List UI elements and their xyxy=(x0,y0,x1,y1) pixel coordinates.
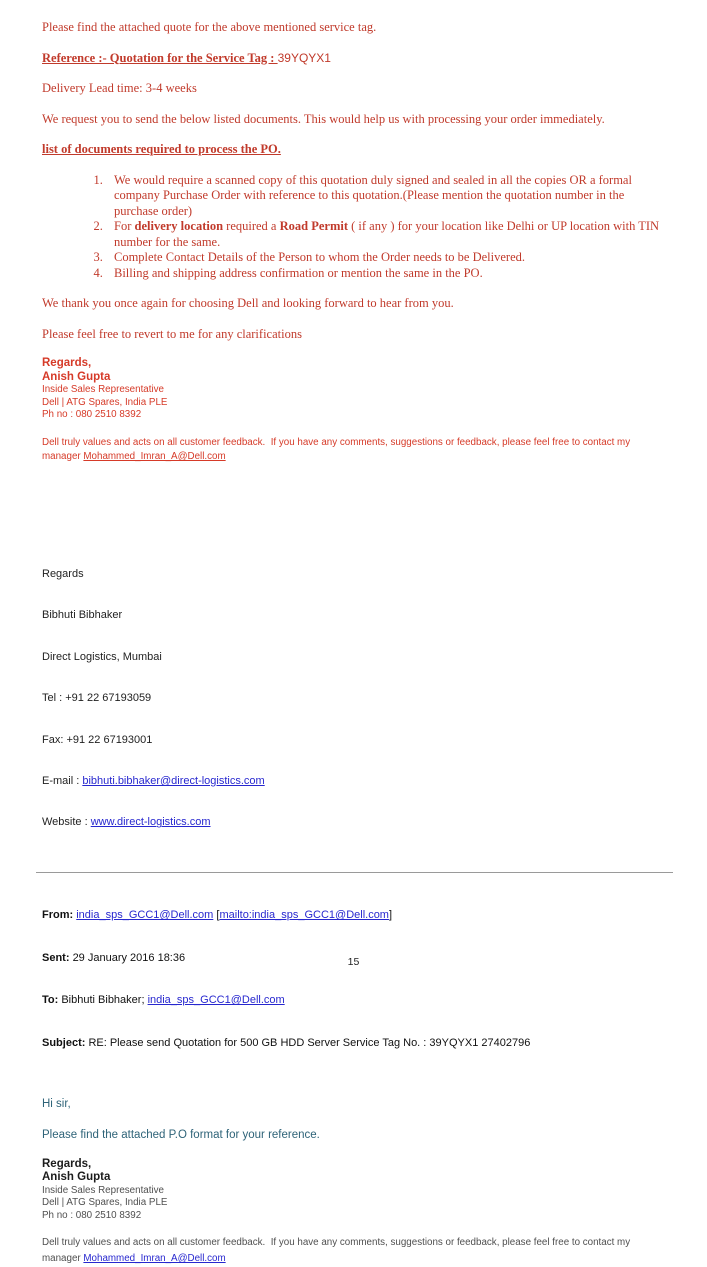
feedback-disclaimer-gray xyxy=(42,1235,667,1267)
from-address-link[interactable]: india_sps_GCC1@Dell.com xyxy=(76,909,214,922)
website-label: Website : xyxy=(42,816,91,829)
subject-label: Subject: xyxy=(42,1037,89,1050)
signature-org: Dell | ATG Spares, India PLE xyxy=(42,1197,168,1209)
feedback-disclaimer-red xyxy=(42,436,667,465)
sent-value: 29 January 2016 18:36 xyxy=(72,951,186,964)
manager-email-link[interactable]: Mohammed_Imran_A@Dell.com xyxy=(83,451,226,462)
list-item xyxy=(106,250,667,266)
list-item xyxy=(106,219,667,250)
from-line xyxy=(42,908,667,922)
from-label: From: xyxy=(42,909,77,922)
documents-list-heading xyxy=(42,142,667,158)
dell-signature-red xyxy=(42,357,667,422)
section-divider xyxy=(36,872,673,873)
list-item-text: We would require a scanned copy of this quotation duly signed and sealed in all the copies OR a formal company Purchase Order with reference to this quotation.(Please mention the quotation number in the purchase order) xyxy=(114,172,632,218)
feedback-text: Dell truly values and acts on all customer feedback. If you have any comments, suggestions or feedback, please feel free to contact my manager xyxy=(42,1237,633,1265)
signature-name: Anish Gupta xyxy=(42,370,111,383)
reference-value: 39YQYX1 xyxy=(277,50,331,65)
thanks-paragraph: We thank you once again for choosing Dell and looking forward to hear from you. xyxy=(42,296,454,310)
reference-label: Reference :- Quotation for the Service Tag : xyxy=(42,50,278,65)
list-item-text: For xyxy=(114,219,135,233)
reference-heading xyxy=(42,51,667,67)
signature-title: Inside Sales Representative xyxy=(42,1184,164,1196)
to-label: To: xyxy=(42,994,62,1007)
documents-list-heading-text: list of documents required to process the PO. xyxy=(42,142,281,156)
clarifications-paragraph: Please feel free to revert to me for any clarifications xyxy=(42,326,302,341)
logistics-email-link[interactable]: bibhuti.bibhaker@direct-logistics.com xyxy=(82,775,265,788)
logistics-company: Direct Logistics, Mumbai xyxy=(42,650,162,663)
quote-message-section xyxy=(42,20,667,342)
from-close-bracket: ] xyxy=(388,909,393,922)
from-mailto-link[interactable]: mailto:india_sps_GCC1@Dell.com xyxy=(219,909,389,922)
feedback-text: Dell truly values and acts on all customer feedback. If you have any comments, suggestions or feedback, please feel free to contact my manager xyxy=(42,436,633,462)
to-value: Bibhuti Bibhaker; xyxy=(61,994,148,1007)
to-line xyxy=(42,993,667,1007)
logistics-name: Bibhuti Bibhaker xyxy=(42,609,123,622)
signature-phone: Ph no : 080 2510 8392 xyxy=(42,1209,142,1221)
signature-name: Anish Gupta xyxy=(42,1171,111,1184)
email-header xyxy=(42,880,667,1079)
list-item-text: Complete Contact Details of the Person to whom the Order needs to be Delivered. xyxy=(114,250,526,264)
sent-label: Sent: xyxy=(42,951,73,964)
logistics-fax: Fax: +91 22 67193001 xyxy=(42,733,153,746)
lead-time-paragraph: Delivery Lead time: 3-4 weeks xyxy=(42,81,197,95)
dell-signature-black xyxy=(42,1158,667,1223)
road-permit-bold: Road Permit xyxy=(279,219,348,233)
reply-greeting: Hi sir, xyxy=(42,1097,71,1110)
list-item-text: required a xyxy=(223,219,280,233)
documents-list xyxy=(42,173,667,282)
delivery-location-bold: delivery location xyxy=(134,219,224,233)
signature-title: Inside Sales Representative xyxy=(42,384,164,395)
list-item-text: Billing and shipping address confirmation or mention the same in the PO. xyxy=(114,265,483,280)
to-address-link[interactable]: india_sps_GCC1@Dell.com xyxy=(147,994,285,1007)
request-paragraph: We request you to send the below listed documents. This would help us with processing your order immediately. xyxy=(42,111,605,126)
list-item xyxy=(106,173,667,220)
logistics-signature xyxy=(42,541,667,858)
logistics-email-line xyxy=(42,775,667,789)
whitespace-gap xyxy=(42,465,667,541)
subject-line xyxy=(42,1036,667,1050)
email-label: E-mail : xyxy=(42,775,83,788)
manager-email-link[interactable]: Mohammed_Imran_A@Dell.com xyxy=(83,1253,226,1265)
signature-regards: Regards, xyxy=(42,357,92,369)
signature-org: Dell | ATG Spares, India PLE xyxy=(42,396,168,408)
logistics-regards: Regards xyxy=(42,568,84,581)
intro-paragraph: Please find the attached quote for the above mentioned service tag. xyxy=(42,20,377,34)
signature-regards: Regards, xyxy=(42,1157,92,1170)
list-item xyxy=(106,266,667,282)
signature-phone: Ph no : 080 2510 8392 xyxy=(42,409,142,420)
from-separator: [ xyxy=(213,909,220,922)
logistics-tel: Tel : +91 22 67193059 xyxy=(42,692,152,705)
list-item-text: ( if any ) for your location like Delhi or UP location with TIN number for the same. xyxy=(114,219,660,249)
logistics-website-link[interactable]: www.direct-logistics.com xyxy=(90,816,211,829)
reply-body: Please find the attached P.O format for your reference. xyxy=(42,1128,320,1141)
page-number: 15 xyxy=(347,956,360,968)
logistics-website-line xyxy=(42,816,667,830)
reply-message-section xyxy=(42,1097,667,1142)
subject-value: RE: Please send Quotation for 500 GB HDD Server Service Tag No. : 39YQYX1 27402796 xyxy=(88,1037,531,1050)
